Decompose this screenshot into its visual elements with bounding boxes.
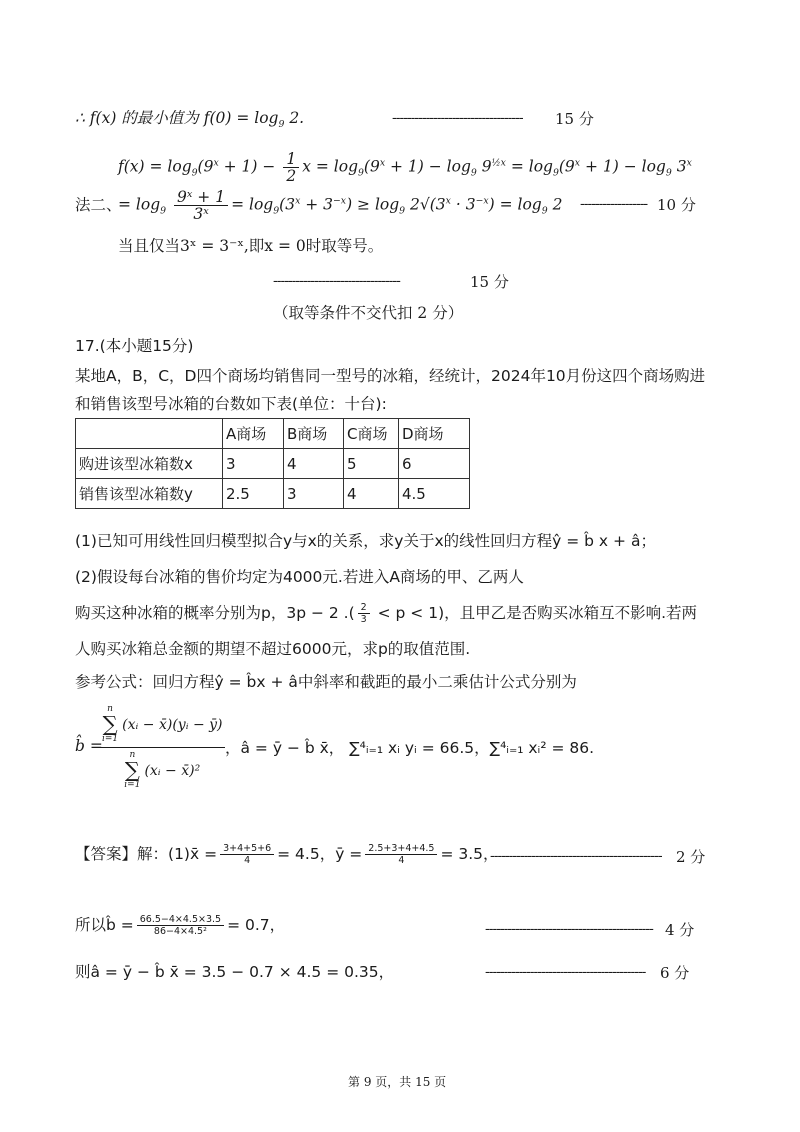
eq2-a: = log	[118, 195, 161, 214]
answer-a2-pre: 所以b̂ =	[75, 916, 134, 934]
score-dashes-1: -----------------------------------	[392, 110, 523, 126]
min-value-line	[75, 107, 304, 136]
bhat-label: b̂ =	[75, 737, 103, 755]
score-label-1: 15 分	[555, 110, 594, 128]
ybar-den: 4	[398, 855, 405, 866]
score-dashes-3: ----------------------------------	[273, 273, 400, 289]
equality-condition: 当且仅当3ˣ = 3⁻ˣ,即x = 0时取等号。	[118, 237, 384, 255]
table-header-row	[76, 419, 470, 449]
xbar-fraction	[220, 843, 274, 866]
eq1-d: x = log	[302, 157, 358, 176]
eq2-d: + 3	[300, 195, 334, 214]
answer-line-1	[75, 843, 499, 866]
eq1-sup-c: ½x	[491, 157, 506, 169]
sigma-icon: ∑	[124, 758, 140, 782]
table-header-cell: B商场	[284, 419, 344, 449]
half-num: 1	[283, 151, 299, 168]
score-dashes-2: ------------------	[580, 196, 648, 212]
eq1-a: f(x) = log	[118, 157, 192, 176]
q2-frac-den: 3	[360, 614, 367, 625]
table-cell: 5	[344, 449, 399, 479]
q2-fraction	[358, 602, 370, 625]
log-base: 9	[278, 119, 285, 131]
sum-lower: i=1	[102, 734, 119, 744]
eq1-j: + 1) − log	[580, 157, 666, 176]
table-cell: 6	[399, 449, 470, 479]
eq2-b: = log	[231, 195, 274, 214]
eq1-sup-b: x	[379, 157, 386, 169]
eq1-sup-e: x	[686, 157, 692, 169]
regression-formula	[100, 705, 225, 790]
numerator-sum	[102, 705, 118, 744]
eq2-sup-a: x	[295, 195, 301, 207]
table-cell: 3	[223, 449, 284, 479]
eq1-e: (9	[363, 157, 380, 176]
table-row	[76, 479, 470, 509]
method2-equation-1	[118, 151, 692, 185]
eq1-sub-d: 9	[552, 167, 559, 179]
table-row	[76, 449, 470, 479]
eq1-sup-d: x	[574, 157, 581, 169]
eq2-sup-c: x	[445, 195, 451, 207]
sigma-icon: ∑	[102, 712, 118, 736]
score-label-4: 2 分	[676, 848, 706, 866]
answer-a1: 解：(1)x̄ =	[137, 845, 218, 863]
table-cell: 3	[284, 479, 344, 509]
eq1-k: 3	[671, 157, 687, 176]
eq1-sub-b: 9	[358, 167, 364, 179]
answer-label: 【答案】	[75, 845, 138, 863]
score-dashes-6: -------------------------------------------	[485, 964, 646, 980]
half-den: 2	[286, 167, 297, 185]
sum-lower: i=1	[124, 780, 141, 790]
score-label-6: 6 分	[660, 964, 690, 982]
question-1: (1)已知可用线性回归模型拟合y与x的关系，求y关于x的线性回归方程ŷ = b̂ x + â；	[75, 532, 656, 550]
q2-line2-b: < p < 1)，且甲乙是否购买冰箱互不影响.若两	[372, 604, 698, 622]
table-cell: 4	[344, 479, 399, 509]
q2-frac-num: 2	[358, 602, 370, 614]
eq2-sub-a: 9	[160, 205, 167, 217]
eq2-g: · 3	[450, 195, 476, 214]
eq2-den: 3ˣ	[193, 205, 209, 223]
score-label-3: 15 分	[470, 273, 509, 291]
page-footer: 第 9 页，共 15 页	[348, 1075, 447, 1089]
numerator-expr: (xᵢ − x̄)(yᵢ − ȳ)	[122, 716, 223, 733]
table-cell: 4.5	[399, 479, 470, 509]
question-2-line-2	[75, 602, 697, 625]
sum-upper: n	[129, 750, 136, 760]
eq1-sub-e: 9	[665, 167, 672, 179]
reference-formula-intro: 参考公式：回归方程ŷ = b̂x + â中斜率和截距的最小二乘估计公式分别为	[75, 673, 577, 691]
deduct-note: （取等条件不交代扣 2 分）	[273, 304, 464, 322]
question-2-line-1: (2)假设每台冰箱的售价均定为4000元.若进入A商场的甲、乙两人	[75, 568, 524, 586]
table-cell: 4	[284, 449, 344, 479]
eq2-f: 2√(3	[405, 195, 446, 214]
answer-a1-end: = 3.5，	[440, 845, 499, 863]
problem-header: 17.(本小题15分)	[75, 337, 194, 355]
score-label-2: 10 分	[657, 196, 696, 214]
eq1-sub-a: 9	[191, 167, 198, 179]
eq2-sub-d: 9	[541, 205, 548, 217]
table-cell: 购进该型冰箱数x	[76, 449, 223, 479]
q2-line2-a: 购买这种冰箱的概率分别为p，3p − 2 .(	[75, 604, 355, 622]
answer-line-2	[75, 914, 285, 937]
table-cell: 销售该型冰箱数y	[76, 479, 223, 509]
formula-denominator	[100, 748, 225, 790]
eq1-c: + 1) −	[218, 157, 276, 176]
ybar-fraction	[365, 843, 437, 866]
answer-a1-mid: = 4.5，ȳ =	[277, 845, 363, 863]
eq2-h: ) = log	[488, 195, 542, 214]
denominator-sum	[124, 751, 140, 790]
score-dashes-5: ---------------------------------------------	[485, 921, 653, 937]
eq2-i: 2	[547, 195, 563, 214]
eq2-sub-b: 9	[273, 205, 280, 217]
eq1-sup-a: x	[213, 157, 219, 169]
score-dashes-4: ----------------------------------------------	[490, 848, 662, 864]
problem-intro-line-2: 和销售该型号冰箱的台数如下表(单位：十台):	[75, 395, 387, 413]
eq1-i: (9	[558, 157, 575, 176]
table-header-cell	[76, 419, 223, 449]
table-cell: 2.5	[223, 479, 284, 509]
question-2-line-3: 人购买冰箱总金额的期望不超过6000元，求p的取值范围.	[75, 640, 471, 658]
sum-upper: n	[107, 704, 113, 714]
table-header-cell: A商场	[223, 419, 284, 449]
xbar-den: 4	[244, 855, 251, 866]
method2-equation-2	[118, 189, 562, 223]
table-header-cell: C商场	[344, 419, 399, 449]
eq2-e: ) ≥ log	[346, 195, 400, 214]
min-value-text: ∴ f(x) 的最小值为 f(0) = log	[75, 109, 279, 127]
eq2-c: (3	[279, 195, 296, 214]
denominator-expr: (xᵢ − x̄)²	[144, 762, 201, 779]
eq2-sup-b: −x	[333, 195, 347, 207]
table-header-cell: D商场	[399, 419, 470, 449]
eq1-sub-c: 9	[470, 167, 477, 179]
answer-a2-end: = 0.7，	[227, 916, 286, 934]
score-label-5: 4 分	[665, 921, 695, 939]
problem-intro-line-1: 某地A，B，C，D四个商场均销售同一型号的冰箱，经统计，2024年10月份这四个商场购进	[75, 367, 706, 385]
bhat-num: 66.5−4×4.5×3.5	[137, 914, 224, 926]
bhat-fraction	[137, 914, 224, 937]
eq2-sub-c: 9	[399, 205, 406, 217]
ybar-num: 2.5+3+4+4.5	[365, 843, 437, 855]
method2-label: 法二、	[75, 196, 122, 214]
answer-line-3: 则â = ȳ − b̂ x̄ = 3.5 − 0.7 × 4.5 = 0.35，	[75, 963, 395, 981]
min-value-end: 2.	[284, 109, 305, 127]
eq2-num: 9ˣ + 1	[174, 189, 228, 206]
eq2-sup-d: −x	[475, 195, 489, 207]
eq2-fraction	[174, 189, 228, 222]
bhat-den: 86−4×4.5²	[153, 926, 207, 937]
formula-tail: ，â = ȳ − b̂ x̄， ∑⁴ᵢ₌₁ xᵢ yᵢ = 66.5，∑⁴ᵢ₌₁ xᵢ² = 86.	[225, 739, 595, 757]
eq1-b: (9	[197, 157, 214, 176]
eq1-h: = log	[505, 157, 553, 176]
formula-numerator	[100, 705, 225, 748]
xbar-num: 3+4+5+6	[220, 843, 274, 855]
half-fraction	[283, 151, 299, 184]
eq1-g: 9	[476, 157, 492, 176]
sales-table	[75, 418, 470, 509]
eq1-f: + 1) − log	[385, 157, 471, 176]
